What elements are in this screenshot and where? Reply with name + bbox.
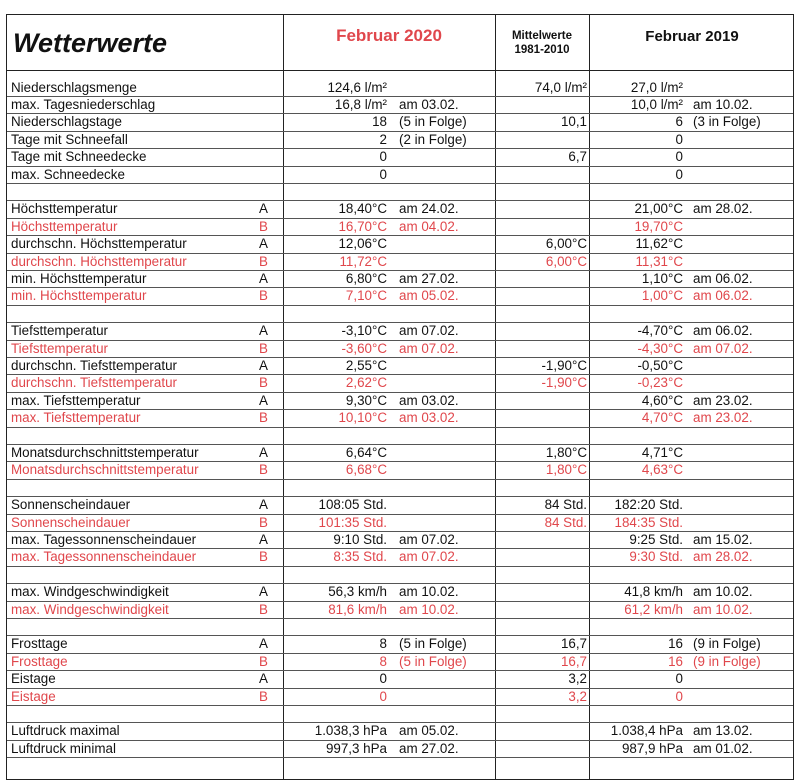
cell-label: Niederschlagsmenge — [11, 79, 137, 95]
cell-mean: 10,1 — [560, 114, 587, 130]
table-row — [7, 200, 793, 217]
cell-v2020: 1.038,3 hPa — [314, 723, 387, 739]
cell-n2020: am 05.02. — [399, 723, 459, 739]
table-row — [7, 392, 793, 409]
header-mean-line1: Mittelwerte — [511, 30, 573, 42]
table-row — [7, 235, 793, 252]
table-title-cell — [7, 15, 283, 71]
cell-n2020: am 07.02. — [399, 323, 459, 339]
cell-station: B — [259, 688, 268, 704]
cell-mean: 84 Std. — [544, 514, 587, 530]
header-previous-year — [589, 15, 795, 71]
cell-v2019: 9:25 Std. — [629, 531, 683, 547]
cell-v2019: 41,8 km/h — [624, 584, 683, 600]
cell-n2020: (5 in Folge) — [399, 653, 467, 669]
table-row — [7, 601, 793, 618]
cell-station: B — [259, 514, 268, 530]
cell-v2020: 108:05 Std. — [318, 497, 387, 513]
table-row — [7, 548, 793, 565]
cell-station: B — [259, 653, 268, 669]
cell-n2020: am 27.02. — [399, 270, 459, 286]
cell-n2020: am 10.02. — [399, 584, 459, 600]
cell-n2020: am 07.02. — [399, 340, 459, 356]
table-row — [7, 253, 793, 270]
cell-n2019: am 23.02. — [693, 392, 753, 408]
cell-label: Höchsttemperatur — [11, 201, 118, 217]
cell-v2019: 182:20 Std. — [614, 497, 683, 513]
cell-v2019: 16 — [668, 653, 683, 669]
cell-n2019: am 01.02. — [693, 740, 753, 756]
cell-station: A — [259, 671, 268, 687]
cell-label: Tiefsttemperatur — [11, 340, 108, 356]
cell-label: Eistage — [11, 688, 56, 704]
cell-v2019: 0 — [675, 671, 683, 687]
cell-v2019: 4,60°C — [641, 392, 683, 408]
cell-mean: -1,90°C — [541, 375, 587, 391]
cell-label: durchschn. Tiefsttemperatur — [11, 357, 177, 373]
cell-n2020: am 07.02. — [399, 549, 459, 565]
cell-station: A — [259, 323, 268, 339]
cell-mean: 16,7 — [560, 653, 587, 669]
table-row — [7, 496, 793, 513]
cell-label: max. Tagessonnenscheindauer — [11, 549, 197, 565]
row-divider — [7, 705, 793, 706]
header-divider — [7, 70, 793, 71]
cell-mean: 1,80°C — [545, 444, 587, 460]
cell-n2019: am 06.02. — [693, 270, 753, 286]
table-row — [7, 635, 793, 652]
cell-v2019: -0,23°C — [637, 375, 683, 391]
cell-label: Tage mit Schneefall — [11, 131, 128, 147]
cell-label: Tiefsttemperatur — [11, 323, 108, 339]
cell-v2019: -0,50°C — [637, 357, 683, 373]
row-divider — [7, 183, 793, 184]
cell-n2019: am 10.02. — [693, 601, 753, 617]
group-divider — [7, 496, 793, 497]
cell-v2020: 101:35 Std. — [318, 514, 387, 530]
cell-station: A — [259, 357, 268, 373]
cell-station: A — [259, 444, 268, 460]
cell-v2020: -3,60°C — [341, 340, 387, 356]
cell-v2019: 4,71°C — [641, 444, 683, 460]
cell-station: A — [259, 497, 268, 513]
cell-v2019: 10,0 l/m² — [630, 96, 683, 112]
cell-station: B — [259, 410, 268, 426]
table-row — [7, 322, 793, 339]
row-divider — [7, 618, 793, 619]
cell-v2019: 9:30 Std. — [629, 549, 683, 565]
cell-v2020: 8 — [379, 653, 387, 669]
cell-v2019: 19,70°C — [634, 218, 683, 234]
table-row — [7, 583, 793, 600]
group-divider — [7, 444, 793, 445]
cell-label: Sonnenscheindauer — [11, 497, 131, 513]
cell-label: max. Tiefsttemperatur — [11, 410, 141, 426]
cell-v2019: 987,9 hPa — [621, 740, 683, 756]
table-row — [7, 461, 793, 478]
cell-station: A — [259, 392, 268, 408]
cell-station: B — [259, 340, 268, 356]
cell-v2019: 6 — [675, 114, 683, 130]
cell-n2020: am 03.02. — [399, 392, 459, 408]
cell-label: max. Tagesniederschlag — [11, 96, 156, 112]
cell-v2020: 18,40°C — [338, 201, 387, 217]
cell-label: durchschn. Höchsttemperatur — [11, 253, 187, 269]
cell-label: Monatsdurchschnittstemperatur — [11, 444, 199, 460]
row-divider — [7, 479, 793, 480]
cell-n2019: am 28.02. — [693, 549, 753, 565]
cell-station: A — [259, 270, 268, 286]
cell-v2020: 2,55°C — [345, 357, 387, 373]
cell-mean: 6,00°C — [545, 253, 587, 269]
cell-n2020: am 03.02. — [399, 96, 459, 112]
cell-v2020: 2 — [379, 131, 387, 147]
header-previous-year-label: Februar 2019 — [645, 27, 739, 45]
cell-n2019: am 07.02. — [693, 340, 753, 356]
cell-label: Luftdruck minimal — [11, 740, 116, 756]
table-row — [7, 531, 793, 548]
cell-n2019: am 06.02. — [693, 323, 753, 339]
cell-n2019: am 13.02. — [693, 723, 753, 739]
table-row — [7, 113, 793, 130]
cell-n2020: am 10.02. — [399, 601, 459, 617]
table-row — [7, 270, 793, 287]
cell-station: A — [259, 236, 268, 252]
row-divider — [7, 566, 793, 567]
cell-label: max. Tagessonnenscheindauer — [11, 531, 197, 547]
cell-v2020: 11,72°C — [339, 253, 387, 269]
group-divider — [7, 583, 793, 584]
table-row — [7, 444, 793, 461]
cell-mean: 16,7 — [560, 636, 587, 652]
cell-v2020: 2,62°C — [345, 375, 387, 391]
cell-n2019: am 10.02. — [693, 584, 753, 600]
cell-v2020: 0 — [379, 149, 387, 165]
table-row — [7, 131, 793, 148]
cell-v2020: 56,3 km/h — [328, 584, 387, 600]
cell-v2019: 16 — [668, 636, 683, 652]
cell-n2020: am 03.02. — [399, 410, 459, 426]
cell-v2020: 7,10°C — [345, 288, 387, 304]
cell-mean: 84 Std. — [544, 497, 587, 513]
table-row — [7, 653, 793, 670]
cell-label: max. Schneedecke — [11, 166, 125, 182]
row-divider — [7, 757, 793, 758]
cell-v2019: 0 — [675, 688, 683, 704]
cell-n2019: am 23.02. — [693, 410, 753, 426]
cell-label: max. Windgeschwindigkeit — [11, 601, 169, 617]
cell-label: Niederschlagstage — [11, 114, 122, 130]
cell-mean: 74,0 l/m² — [534, 79, 587, 95]
cell-label: Eistage — [11, 671, 56, 687]
cell-n2019: am 10.02. — [693, 96, 753, 112]
cell-n2020: am 05.02. — [399, 288, 459, 304]
cell-n2019: (9 in Folge) — [693, 636, 761, 652]
cell-mean: 6,00°C — [545, 236, 587, 252]
cell-n2020: am 07.02. — [399, 531, 459, 547]
cell-v2020: 9,30°C — [345, 392, 387, 408]
cell-n2020: am 27.02. — [399, 740, 459, 756]
cell-label: max. Windgeschwindigkeit — [11, 584, 169, 600]
cell-v2019: 61,2 km/h — [624, 601, 683, 617]
cell-label: min. Höchsttemperatur — [11, 270, 147, 286]
cell-station: A — [259, 201, 268, 217]
cell-v2019: -4,30°C — [637, 340, 683, 356]
table-row — [7, 740, 793, 757]
cell-n2019: am 15.02. — [693, 531, 753, 547]
cell-mean: 3,2 — [568, 688, 587, 704]
header-mean-line2: 1981-2010 — [514, 44, 570, 56]
group-divider — [7, 635, 793, 636]
cell-v2019: 1,00°C — [641, 288, 683, 304]
cell-v2019: 27,0 l/m² — [630, 79, 683, 95]
table-row — [7, 688, 793, 705]
cell-station: B — [259, 218, 268, 234]
cell-v2020: 16,70°C — [338, 218, 387, 234]
cell-v2020: 6,64°C — [345, 444, 387, 460]
table-row — [7, 722, 793, 739]
cell-mean: -1,90°C — [541, 357, 587, 373]
cell-label: Monatsdurchschnittstemperatur — [11, 462, 199, 478]
cell-n2020: (2 in Folge) — [399, 131, 467, 147]
cell-v2019: 4,63°C — [641, 462, 683, 478]
table-row — [7, 357, 793, 374]
row-divider — [7, 305, 793, 306]
table-row — [7, 218, 793, 235]
cell-v2020: 9:10 Std. — [333, 531, 387, 547]
cell-v2020: 0 — [379, 671, 387, 687]
group-divider — [7, 200, 793, 201]
cell-n2019: am 06.02. — [693, 288, 753, 304]
cell-station: A — [259, 531, 268, 547]
cell-label: durchschn. Höchsttemperatur — [11, 236, 187, 252]
cell-v2019: -4,70°C — [637, 323, 683, 339]
cell-label: min. Höchsttemperatur — [11, 288, 147, 304]
cell-v2019: 11,31°C — [635, 253, 683, 269]
cell-n2020: (5 in Folge) — [399, 636, 467, 652]
cell-v2019: 21,00°C — [634, 201, 683, 217]
cell-mean: 1,80°C — [545, 462, 587, 478]
cell-v2019: 0 — [675, 166, 683, 182]
cell-n2020: am 04.02. — [399, 218, 459, 234]
cell-v2020: 8 — [379, 636, 387, 652]
cell-station: A — [259, 636, 268, 652]
cell-label: Luftdruck maximal — [11, 723, 120, 739]
cell-v2020: 0 — [379, 688, 387, 704]
row-divider — [7, 427, 793, 428]
cell-v2020: 8:35 Std. — [333, 549, 387, 565]
cell-n2020: (5 in Folge) — [399, 114, 467, 130]
cell-v2019: 0 — [675, 131, 683, 147]
cell-n2020: am 24.02. — [399, 201, 459, 217]
cell-v2020: 0 — [379, 166, 387, 182]
cell-label: Tage mit Schneedecke — [11, 149, 147, 165]
group-divider — [7, 722, 793, 723]
cell-v2019: 1,10°C — [641, 270, 683, 286]
cell-v2020: 124,6 l/m² — [327, 79, 387, 95]
cell-label: Frosttage — [11, 653, 68, 669]
header-current-month-label: Februar 2020 — [336, 26, 442, 45]
cell-station: B — [259, 253, 268, 269]
cell-station: B — [259, 375, 268, 391]
cell-label: max. Tiefsttemperatur — [11, 392, 141, 408]
cell-n2019: (9 in Folge) — [693, 653, 761, 669]
table-row — [7, 409, 793, 426]
cell-n2019: am 28.02. — [693, 201, 753, 217]
cell-v2020: 10,10°C — [338, 410, 387, 426]
cell-v2019: 0 — [675, 149, 683, 165]
table-title: Wetterwerte — [13, 27, 168, 58]
cell-station: B — [259, 549, 268, 565]
cell-v2020: 12,06°C — [338, 236, 387, 252]
cell-v2019: 1.038,4 hPa — [610, 723, 683, 739]
cell-station: B — [259, 462, 268, 478]
table-row — [7, 96, 793, 113]
cell-mean: 3,2 — [568, 671, 587, 687]
cell-label: Sonnenscheindauer — [11, 514, 131, 530]
weather-table — [6, 14, 794, 780]
table-row — [7, 374, 793, 391]
cell-label: Höchsttemperatur — [11, 218, 118, 234]
cell-v2020: 6,68°C — [345, 462, 387, 478]
cell-v2019: 4,70°C — [641, 410, 683, 426]
cell-station: B — [259, 601, 268, 617]
cell-v2019: 184:35 Std. — [614, 514, 683, 530]
cell-v2020: -3,10°C — [341, 323, 387, 339]
cell-label: durchschn. Tiefsttemperatur — [11, 375, 177, 391]
cell-v2020: 16,8 l/m² — [334, 96, 387, 112]
cell-station: B — [259, 288, 268, 304]
table-row — [7, 514, 793, 531]
table-row — [7, 79, 793, 96]
cell-v2020: 81,6 km/h — [328, 601, 387, 617]
cell-label: Frosttage — [11, 636, 68, 652]
cell-mean: 6,7 — [568, 149, 587, 165]
cell-v2020: 997,3 hPa — [325, 740, 387, 756]
table-row — [7, 340, 793, 357]
group-divider — [7, 322, 793, 323]
table-row — [7, 148, 793, 165]
cell-v2019: 11,62°C — [635, 236, 683, 252]
header-mean — [495, 15, 589, 71]
cell-n2019: (3 in Folge) — [693, 114, 761, 130]
table-row — [7, 287, 793, 304]
table-row — [7, 670, 793, 687]
header-current-month — [283, 15, 495, 71]
table-row — [7, 166, 793, 183]
cell-v2020: 6,80°C — [345, 270, 387, 286]
cell-v2020: 18 — [372, 114, 387, 130]
cell-station: A — [259, 584, 268, 600]
